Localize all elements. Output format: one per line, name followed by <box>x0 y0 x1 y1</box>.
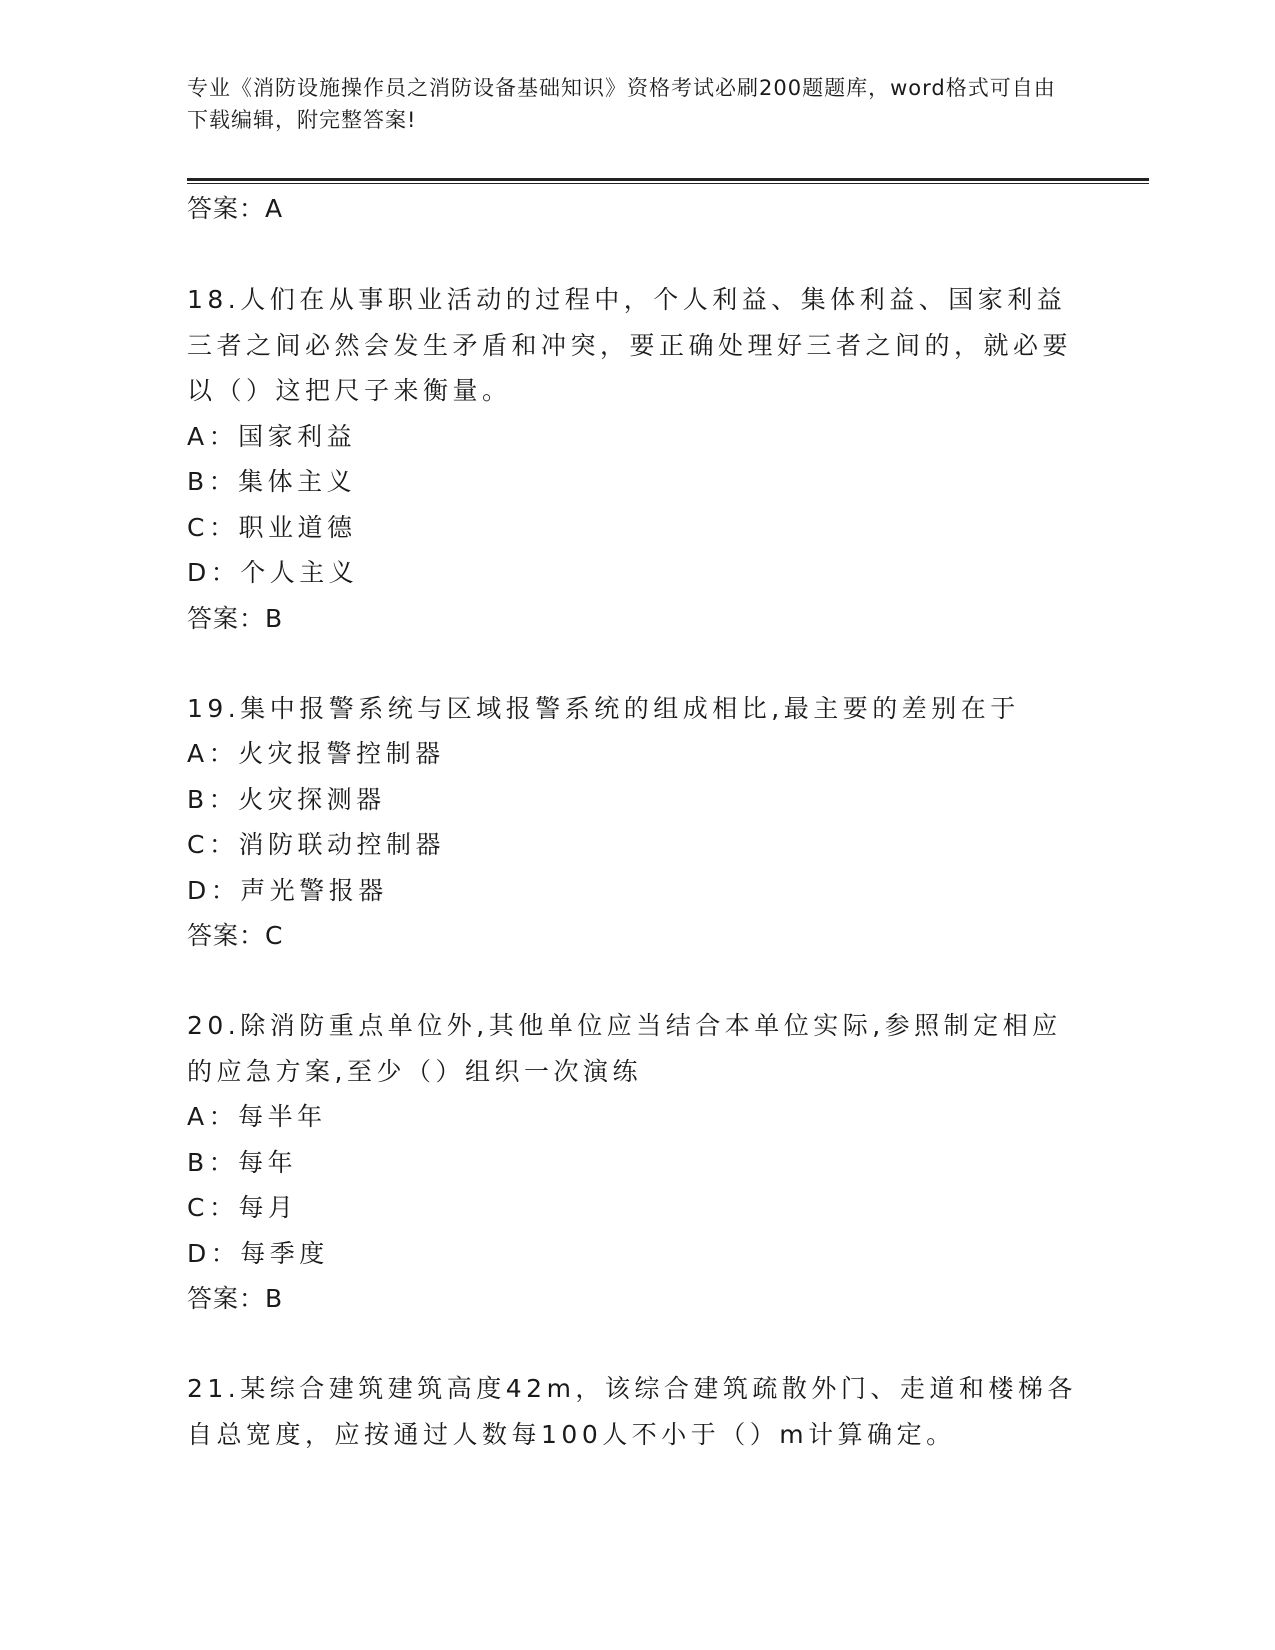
document-header: 专业《消防设施操作员之消防设备基础知识》资格考试必刷200题题库，word格式可自由下载编辑，附完整答案! <box>187 76 1056 132</box>
question-item <box>187 1003 1087 1321</box>
option-d: D：声光警报器 <box>187 875 388 905</box>
option-c: C：消防联动控制器 <box>187 830 445 859</box>
answer-line: 答案：C <box>187 921 284 950</box>
question-stem: 18.人们在从事职业活动的过程中，个人利益、集体利益、国家利益三者之间必然会发生矛盾和冲突，要正确处理好三者之间的，就必要以（）这把尺子来衡量。 <box>187 285 1073 405</box>
option-a: A：每半年 <box>187 1102 327 1131</box>
option-b: B：火灾探测器 <box>187 784 386 814</box>
option-b: B：每年 <box>187 1147 298 1177</box>
option-c: C：每月 <box>187 1193 298 1222</box>
option-b: B：集体主义 <box>187 467 357 496</box>
answer-line: 答案：B <box>187 603 284 633</box>
question-item <box>187 686 1087 959</box>
header-divider-thin <box>187 183 1149 184</box>
question-list <box>187 186 1087 1457</box>
question-item <box>187 277 1087 641</box>
answer-line: 答案：A <box>187 194 284 223</box>
question-stem: 20.除消防重点单位外,其他单位应当结合本单位实际,参照制定相应的应急方案,至少（）组织一次演练 <box>187 1011 1062 1086</box>
option-a: A：国家利益 <box>187 421 357 451</box>
question-stem: 21.某综合建筑建筑高度42m，该综合建筑疏散外门、走道和楼梯各自总宽度，应按通过人数每100人不小于（）m计算确定。 <box>187 1374 1077 1449</box>
option-d: D：每季度 <box>187 1238 329 1268</box>
question-stem: 19.集中报警系统与区域报警系统的组成相比,最主要的差别在于 <box>187 693 1020 723</box>
option-a: A：火灾报警控制器 <box>187 739 445 768</box>
header-divider-thick <box>187 178 1149 181</box>
option-d: D：个人主义 <box>187 558 359 587</box>
question-item <box>187 1366 1087 1457</box>
answer-line: 答案：B <box>187 1284 284 1313</box>
option-c: C：职业道德 <box>187 512 357 542</box>
